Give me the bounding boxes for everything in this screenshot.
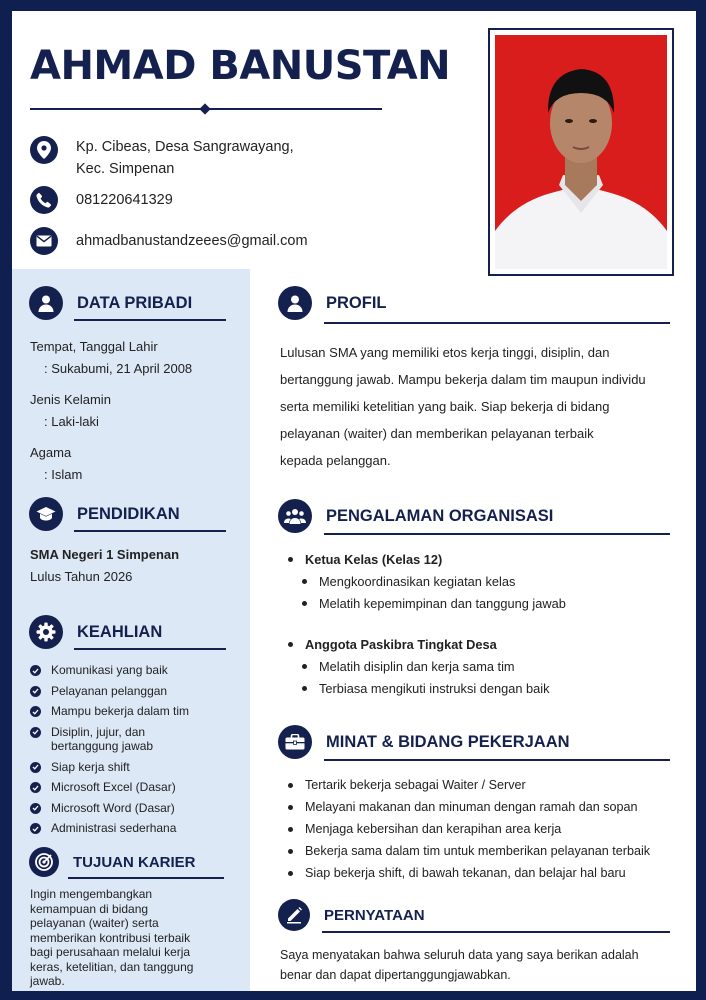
phone-number: 081220641329 — [76, 192, 173, 208]
profile-paragraph: Lulusan SMA yang memiliki etos kerja tinggi, disiplin, dan bertanggung jawab. Mampu bekerja dalam tim maupun individu serta memiliki ketelitian yang baik. Siap bekerja di bidang pelayanan (waiter) dan memberikan pelayanan terbaik kepada pelanggan. — [280, 345, 646, 468]
skill-item: Komunikasi yang baik — [30, 663, 189, 678]
contact-address — [30, 136, 294, 180]
skill-item: Microsoft Word (Dasar) — [30, 801, 189, 816]
section-rule — [68, 877, 224, 879]
section-rule — [74, 648, 226, 650]
section-header-pendidikan — [29, 497, 180, 531]
religion-label: Agama — [30, 445, 72, 460]
section-rule — [324, 759, 670, 761]
org-entry — [288, 548, 566, 614]
section-header-profil — [278, 286, 387, 320]
graduation-cap-icon — [29, 497, 63, 531]
list-item: Menjaga kebersihan dan kerapihan area kerja — [288, 818, 650, 840]
section-header-organisasi — [278, 499, 553, 533]
org-points — [288, 655, 549, 699]
section-header-minat — [278, 725, 570, 759]
full-name: AHMAD BANUSTAN — [30, 43, 451, 89]
profile-photo — [495, 35, 667, 269]
section-title: PENGALAMAN ORGANISASI — [326, 506, 554, 525]
divider-diamond — [199, 103, 210, 114]
check-icon — [30, 782, 41, 793]
list-item: Melayani makanan dan minuman dengan ramah dan sopan — [288, 796, 650, 818]
religion-value: : Islam — [44, 467, 83, 482]
interest-list — [288, 774, 650, 884]
section-title: MINAT & BIDANG PEKERJAAN — [326, 732, 570, 751]
org-entry — [288, 633, 549, 699]
skill-item: Pelayanan pelanggan — [30, 684, 189, 699]
gender-label: Jenis Kelamin — [30, 392, 111, 407]
org-points — [288, 570, 566, 614]
check-icon — [30, 762, 41, 773]
section-rule — [74, 319, 226, 321]
target-icon — [29, 847, 59, 877]
briefcase-icon — [278, 725, 312, 759]
list-item: Tertarik bekerja sebagai Waiter / Server — [288, 774, 650, 796]
address-line-2: Kec. Simpenan — [76, 161, 175, 177]
check-icon — [30, 823, 41, 834]
skills-list — [30, 663, 189, 842]
list-item: Mengkoordinasikan kegiatan kelas — [302, 570, 566, 592]
check-icon — [30, 665, 41, 676]
phone-icon — [30, 186, 58, 214]
section-title: PROFIL — [326, 293, 387, 312]
pen-icon — [278, 899, 310, 931]
section-header-pernyataan — [278, 899, 425, 931]
envelope-icon — [30, 227, 58, 255]
section-title: DATA PRIBADI — [77, 293, 193, 312]
section-header-tujuan-karier — [29, 847, 196, 877]
section-rule — [324, 322, 670, 324]
check-icon — [30, 803, 41, 814]
school-name: SMA Negeri 1 Simpenan — [30, 547, 180, 562]
section-rule — [74, 530, 226, 532]
resume-sheet — [12, 11, 696, 991]
list-item: Siap bekerja shift, di bawah tekanan, dan belajar hal baru — [288, 862, 650, 884]
education-info — [30, 545, 179, 587]
gear-icon — [29, 615, 63, 649]
list-item: Melatih kepemimpinan dan tanggung jawab — [302, 592, 566, 614]
address-text — [76, 136, 294, 180]
gender-value: : Laki-laki — [44, 414, 99, 429]
birth-label: Tempat, Tanggal Lahir — [30, 339, 158, 354]
contact-phone — [30, 186, 173, 214]
section-title: TUJUAN KARIER — [73, 853, 196, 871]
section-title: KEAHLIAN — [77, 622, 163, 641]
skill-item: Disiplin, jujur, dan bertanggung jawab — [30, 725, 189, 754]
photo-frame — [488, 28, 674, 276]
location-pin-icon — [30, 136, 58, 164]
check-icon — [30, 686, 41, 697]
list-item: Bekerja sama dalam tim untuk memberikan pelayanan terbaik — [288, 840, 650, 862]
list-item: Melatih disiplin dan kerja sama tim — [302, 655, 549, 677]
statement-text: Saya menyatakan bahwa seluruh data yang saya berikan adalah benar dan dapat dipertanggungjawabkan. — [280, 948, 639, 982]
org-role: Ketua Kelas (Kelas 12) — [288, 548, 566, 570]
section-header-data-pribadi — [29, 286, 192, 320]
user-icon — [29, 286, 63, 320]
contact-email — [30, 227, 308, 255]
birth-value: : Sukabumi, 21 April 2008 — [44, 361, 193, 376]
list-item: Terbiasa mengikuti instruksi dengan baik — [302, 677, 549, 699]
skill-item: Mampu bekerja dalam tim — [30, 704, 189, 719]
org-role: Anggota Paskibra Tingkat Desa — [288, 633, 549, 655]
personal-data — [30, 337, 192, 485]
skill-item: Administrasi sederhana — [30, 821, 189, 836]
users-group-icon — [278, 499, 312, 533]
skill-item: Siap kerja shift — [30, 760, 189, 775]
address-line-1: Kp. Cibeas, Desa Sangrawayang, — [76, 139, 294, 155]
section-header-keahlian — [29, 615, 162, 649]
section-title: PENDIDIKAN — [77, 504, 180, 523]
section-title: PERNYATAAN — [324, 906, 425, 924]
skill-item: Microsoft Excel (Dasar) — [30, 780, 189, 795]
check-icon — [30, 706, 41, 717]
check-icon — [30, 727, 41, 738]
career-goal-text: Ingin mengembangkan kemampuan di bidang pelayanan (waiter) serta memberikan kontribusi terbaik bagi perusahaan melalui kerja keras, ketelitian, dan tanggung jawab. — [30, 887, 194, 988]
user-icon — [278, 286, 312, 320]
section-rule — [324, 533, 670, 535]
section-rule — [322, 931, 670, 933]
email-address: ahmadbanustandzeees@gmail.com — [76, 233, 308, 249]
graduation-year: Lulus Tahun 2026 — [30, 569, 133, 584]
